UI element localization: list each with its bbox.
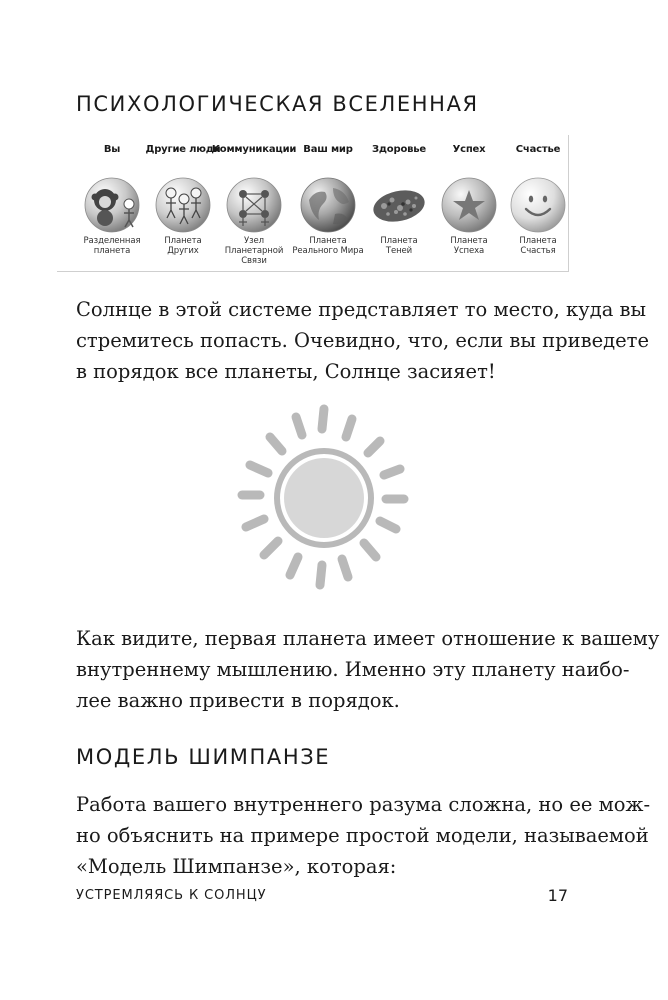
- planet-title: Успех: [452, 144, 486, 155]
- star-icon: [440, 176, 498, 234]
- paragraph-first-planet: Как видите, первая планета имеет отношение к вашему внутреннему мышлению. Именно эту планету наибо- лее важно привести в порядок.: [76, 627, 660, 712]
- planet-title: Счастье: [515, 144, 561, 155]
- planet-subtitle: Планета Других: [164, 236, 202, 256]
- planet-you: [73, 140, 151, 256]
- people-icon: [154, 176, 212, 234]
- planets-figure: [73, 140, 567, 280]
- running-title: УСТРЕМЛЯЯСЬ К СОЛНЦУ: [76, 888, 267, 903]
- section-heading-psychological-universe: ПСИХОЛОГИЧЕСКАЯ ВСЕЛЕННАЯ: [76, 92, 479, 116]
- planet-health: [360, 140, 438, 256]
- planet-subtitle: Планета Счастья: [519, 236, 557, 256]
- chimp-and-human-icon: [83, 176, 141, 234]
- sun-icon: [234, 403, 414, 593]
- planet-subtitle: Планета Теней: [380, 236, 418, 256]
- planet-subtitle: Планета Реального Мира: [292, 236, 364, 256]
- paragraph-sun: Солнце в этой системе представляет то место, куда вы стремитесь попасть. Очевидно, что, если вы приведете в порядок все планеты, Солнце засияет!: [76, 298, 650, 383]
- paragraph-chimp-model: Работа вашего внутреннего разума сложна, но ее мож- но объяснить на примере простой модели, называемой «Модель Шимпанзе», которая:: [76, 793, 651, 878]
- planet-other-people: [144, 140, 222, 256]
- planet-happiness: [499, 140, 577, 256]
- planet-title: Здоровье: [372, 144, 426, 155]
- page-footer: [76, 888, 576, 912]
- communication-icon: [225, 176, 283, 234]
- planet-subtitle: Планета Успеха: [450, 236, 488, 256]
- planet-subtitle: Узел Планетарной Связи: [224, 236, 284, 266]
- planet-title: Ваш мир: [303, 144, 353, 155]
- smiley-icon: [509, 176, 567, 234]
- planet-your-world: [289, 140, 367, 256]
- section-heading-chimp-model: МОДЕЛЬ ШИМПАНЗЕ: [76, 745, 331, 769]
- globe-icon: [299, 176, 357, 234]
- asteroid-icon: [370, 176, 428, 234]
- planet-success: [430, 140, 508, 256]
- planet-title: Вы: [103, 144, 121, 155]
- planet-communications: [211, 140, 297, 266]
- page-number: 17: [547, 886, 568, 905]
- planet-title: Коммуникации: [211, 144, 297, 155]
- planet-subtitle: Разделенная планета: [83, 236, 141, 256]
- planet-title: Другие люди: [145, 144, 221, 155]
